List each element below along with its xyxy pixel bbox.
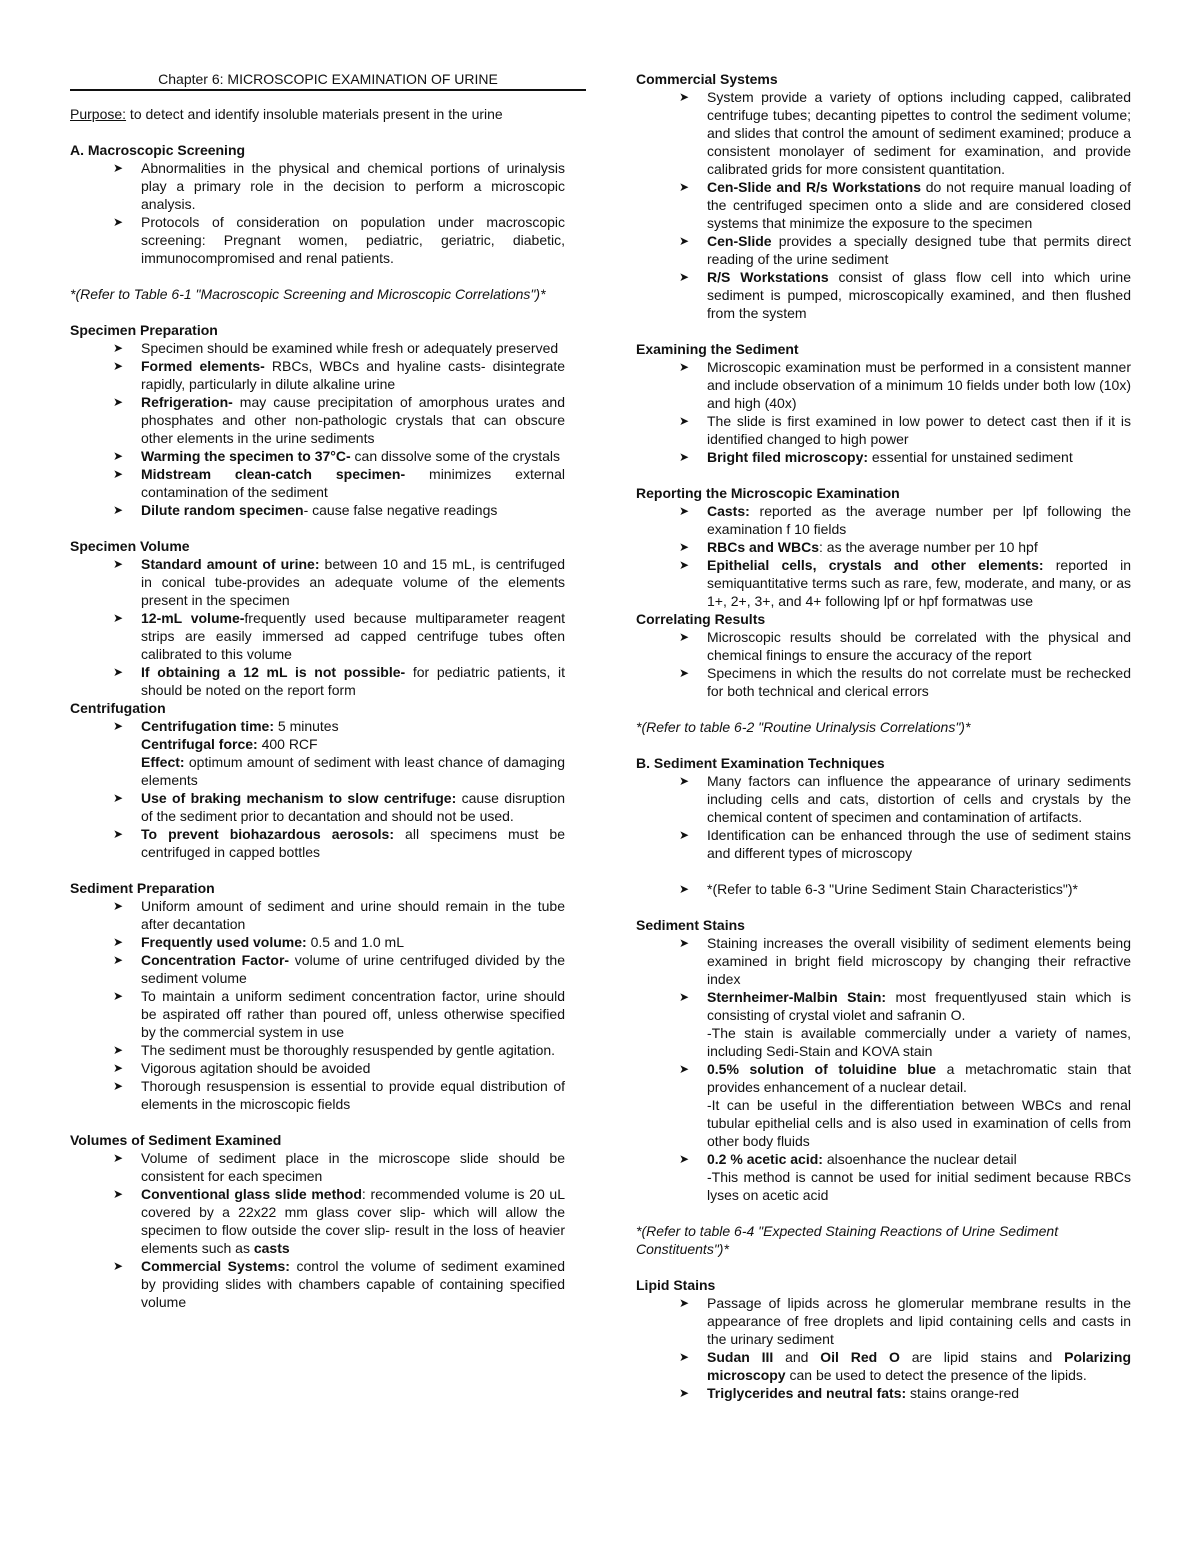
reporting-heading: Reporting the Microscopic Examination (636, 485, 900, 501)
table-reference: *(Refer to table 6-2 "Routine Urinalysis Correlations")* (636, 719, 971, 735)
purpose-label: Purpose: (70, 106, 127, 122)
list-item: ➤ System provide a variety of options including capped, calibrated centrifuge tubes; decanting pipettes to control the sediment volume; and slides that control the amount of sediment examined; produce a consistent monolayer of sediment for examination, and provide calibrated grids for more consistent quantitation. (679, 89, 1131, 177)
arrow-bullet-icon: ➤ (679, 774, 690, 788)
lipid-stains-heading: Lipid Stains (636, 1277, 716, 1293)
arrow-bullet-icon: ➤ (113, 1061, 124, 1075)
arrow-bullet-icon: ➤ (679, 234, 690, 248)
arrow-bullet-icon: ➤ (113, 215, 124, 229)
arrow-bullet-icon: ➤ (679, 504, 690, 518)
arrow-bullet-icon: ➤ (679, 828, 690, 842)
arrow-bullet-icon: ➤ (679, 90, 690, 104)
arrow-bullet-icon: ➤ (113, 161, 124, 175)
arrow-bullet-icon: ➤ (113, 791, 124, 805)
volumes-of-sediment-heading: Volumes of Sediment Examined (70, 1132, 282, 1148)
list-item: ➤ Staining increases the overall visibility of sediment elements being examined in bright field microscopy by changing their refractive index (679, 935, 1131, 987)
arrow-bullet-icon: ➤ (679, 882, 690, 896)
sediment-preparation-heading: Sediment Preparation (70, 880, 215, 896)
arrow-bullet-icon: ➤ (679, 180, 690, 194)
arrow-bullet-icon: ➤ (113, 467, 124, 481)
table-reference-list (636, 880, 1131, 898)
arrow-bullet-icon: ➤ (113, 989, 124, 1003)
centrifugation-list (70, 717, 565, 861)
list-item: ➤ Formed elements- RBCs, WBCs and hyaline casts- disintegrate rapidly, particularly in dilute alkaline urine (113, 358, 566, 392)
sediment-preparation-list (70, 897, 565, 1113)
arrow-bullet-icon: ➤ (113, 827, 124, 841)
list-item: ➤ Sternheimer-Malbin Stain: most frequentlyused stain which is consisting of crystal violet and safranin O. -The stain is available commercially under a variety of names, including Sedi-Stain and KOVA stain (679, 989, 1132, 1059)
list-item: ➤ 12-mL volume-frequently used because multiparameter reagent strips are easily immersed ad capped centrifuge tubes often calibrated to this volume (113, 610, 565, 662)
list-item: ➤ 0.5% solution of toluidine blue a metachromatic stain that provides enhancement of a nuclear detail. -It can be useful in the differentiation between WBCs and renal tubular epithelial cells and is also used in examination of cells from other body fluids (679, 1061, 1131, 1149)
list-item: ➤ Frequently used volume: 0.5 and 1.0 mL (113, 934, 404, 950)
arrow-bullet-icon: ➤ (679, 360, 690, 374)
arrow-bullet-icon: ➤ (679, 666, 690, 680)
list-item: ➤ Passage of lipids across he glomerular membrane results in the appearance of free droplets and lipid containing cells and casts in the urinary sediment (679, 1295, 1131, 1347)
list-item: ➤ 0.2 % acetic acid: alsoenhance the nuclear detail -This method is cannot be used for initial sediment because RBCs lyses on acetic acid (679, 1151, 1131, 1203)
arrow-bullet-icon: ➤ (113, 611, 124, 625)
commercial-systems-list (636, 88, 1131, 322)
list-item: ➤ Standard amount of urine: between 10 and 15 mL, is centrifuged in conical tube-provides an adequate volume of the elements present in the specimen (113, 556, 565, 608)
table-reference: *(Refer to table 6-4 "Expected Staining Reactions of Urine Sediment Constituents")* (636, 1223, 1059, 1257)
list-item: ➤ Vigorous agitation should be avoided (113, 1060, 371, 1076)
correlating-results-list (636, 628, 1131, 700)
macroscopic-list (70, 159, 565, 267)
correlating-results-heading: Correlating Results (636, 611, 766, 627)
list-item: ➤ Specimen should be examined while fresh or adequately preserved (113, 340, 559, 356)
centrifugation-heading: Centrifugation (70, 700, 166, 716)
examining-sediment-heading: Examining the Sediment (636, 341, 799, 357)
list-item: ➤ R/S Workstations consist of glass flow cell into which urine sediment is pumped, microscopically examined, and then flushed from the system (679, 269, 1131, 321)
arrow-bullet-icon: ➤ (679, 936, 690, 950)
list-item: ➤ Dilute random specimen- cause false negative readings (113, 502, 498, 518)
arrow-bullet-icon: ➤ (113, 557, 124, 571)
list-item: ➤ Midstream clean-catch specimen- minimizes external contamination of the sediment (113, 466, 565, 500)
arrow-bullet-icon: ➤ (679, 1296, 690, 1310)
arrow-bullet-icon: ➤ (113, 449, 124, 463)
list-item: ➤ Identification can be enhanced through the use of sediment stains and different types of microscopy (679, 827, 1131, 861)
list-item: ➤ Epithelial cells, crystals and other elements: reported in semiquantitative terms such as rare, few, moderate, and many, or as 1+, 2+, 3+, and 4+ following lpf or hpf formatwas use (679, 557, 1132, 609)
list-item: ➤ Conventional glass slide method: recommended volume is 20 uL covered by a 22x22 mm glass cover slip- which will allow the specimen to flow outside the cover slip- result in the loss of heavier elements such as casts (113, 1186, 566, 1256)
arrow-bullet-icon: ➤ (113, 899, 124, 913)
examining-sediment-list (636, 358, 1131, 466)
arrow-bullet-icon: ➤ (113, 1043, 124, 1057)
arrow-bullet-icon: ➤ (113, 1151, 124, 1165)
list-item: ➤ Abnormalities in the physical and chemical portions of urinalysis play a primary role in the decision to perform a microscopic analysis. (113, 160, 565, 212)
list-item: ➤ Centrifugation time: 5 minutes Centrifugal force: 400 RCF Effect: optimum amount of sediment with least chance of damaging elements (113, 718, 565, 788)
arrow-bullet-icon: ➤ (113, 503, 124, 517)
arrow-bullet-icon: ➤ (679, 990, 690, 1004)
list-item: ➤ If obtaining a 12 mL is not possible- for pediatric patients, it should be noted on the report form (113, 664, 565, 698)
list-item: ➤ Triglycerides and neutral fats: stains orange-red (679, 1385, 1020, 1401)
left-column (70, 70, 565, 1311)
list-item: ➤ Refrigeration- may cause precipitation of amorphous urates and phosphates and other non-pathologic crystals that can obscure other elements in the urine sediments (113, 394, 565, 446)
list-item: ➤ Uniform amount of sediment and urine should remain in the tube after decantation (113, 898, 565, 932)
list-item: ➤ Thorough resuspension is essential to provide equal distribution of elements in the microscopic fields (113, 1078, 565, 1112)
arrow-bullet-icon: ➤ (113, 1187, 124, 1201)
list-item: ➤ Use of braking mechanism to slow centrifuge: cause disruption of the sediment prior to decantation and should not be used. (113, 790, 565, 824)
list-item: ➤ *(Refer to table 6-3 "Urine Sediment Stain Characteristics")* (679, 881, 1078, 897)
table-reference: *(Refer to Table 6-1 "Macroscopic Screening and Microscopic Correlations")* (70, 286, 546, 302)
arrow-bullet-icon: ➤ (113, 1079, 124, 1093)
arrow-bullet-icon: ➤ (113, 341, 124, 355)
list-item: ➤ Concentration Factor- volume of urine centrifuged divided by the sediment volume (113, 952, 566, 986)
arrow-bullet-icon: ➤ (679, 540, 690, 554)
reporting-list (636, 502, 1131, 610)
arrow-bullet-icon: ➤ (113, 359, 124, 373)
specimen-volume-list (70, 555, 565, 699)
list-item: ➤ Many factors can influence the appearance of urinary sediments including cells and cats, distortion of cells and crystals by the chemical content of specimen and contamination of artifacts. (679, 773, 1131, 825)
arrow-bullet-icon: ➤ (679, 1152, 690, 1166)
sediment-techniques-list (636, 772, 1131, 862)
volumes-of-sediment-list (70, 1149, 565, 1311)
sediment-stains-list (636, 934, 1131, 1204)
list-item: ➤ Specimens in which the results do not correlate must be rechecked for both technical and clerical errors (679, 665, 1131, 699)
macroscopic-screening-heading: A. Macroscopic Screening (70, 142, 246, 158)
list-item: ➤ Microscopic examination must be performed in a consistent manner and include observation of a minimum 10 fields under both low (10x) and high (40x) (679, 359, 1131, 411)
arrow-bullet-icon: ➤ (679, 558, 690, 572)
arrow-bullet-icon: ➤ (679, 1350, 690, 1364)
list-item: ➤ Bright filed microscopy: essential for unstained sediment (679, 449, 1073, 465)
sediment-stains-heading: Sediment Stains (636, 917, 745, 933)
list-item: ➤ To prevent biohazardous aerosols: all specimens must be centrifuged in capped bottles (113, 826, 565, 860)
arrow-bullet-icon: ➤ (113, 1259, 124, 1273)
lipid-stains-list (636, 1294, 1131, 1402)
arrow-bullet-icon: ➤ (113, 719, 124, 733)
arrow-bullet-icon: ➤ (679, 1386, 690, 1400)
arrow-bullet-icon: ➤ (679, 414, 690, 428)
list-item: ➤ Cen-Slide and R/s Workstations do not require manual loading of the centrifuged specimen onto a slide and are considered closed systems that minimize the exposure to the specimen (679, 179, 1131, 231)
arrow-bullet-icon: ➤ (679, 1062, 690, 1076)
specimen-volume-heading: Specimen Volume (70, 538, 190, 554)
arrow-bullet-icon: ➤ (113, 935, 124, 949)
list-item: ➤ Casts: reported as the average number per lpf following the examination f 10 fields (679, 503, 1131, 537)
sediment-techniques-heading: B. Sediment Examination Techniques (636, 755, 885, 771)
list-item: ➤ Volume of sediment place in the microscope slide should be consistent for each specimen (113, 1150, 565, 1184)
list-item: ➤ Commercial Systems: control the volume of sediment examined by providing slides with chambers capable of containing specified volume (113, 1258, 566, 1310)
arrow-bullet-icon: ➤ (113, 665, 124, 679)
purpose-line (70, 105, 565, 123)
specimen-preparation-list (70, 339, 565, 519)
list-item: ➤ Cen-Slide provides a specially designed tube that permits direct reading of the urine sediment (679, 233, 1131, 267)
list-item: ➤ To maintain a uniform sediment concentration factor, urine should be aspirated off rather than poured off, unless otherwise specified by the commercial system in use (113, 988, 565, 1040)
list-item: ➤ The slide is first examined in low power to detect cast then if it is identified changed to high power (679, 413, 1131, 447)
list-item: ➤ Warming the specimen to 37°C- can dissolve some of the crystals (113, 448, 560, 464)
list-item: ➤ Sudan III and Oil Red O are lipid stains and Polarizing microscopy can be used to detect the presence of the lipids. (679, 1349, 1132, 1383)
chapter-title: Chapter 6: MICROSCOPIC EXAMINATION OF URINE (70, 70, 586, 91)
list-item: ➤ The sediment must be thoroughly resuspended by gentle agitation. (113, 1042, 556, 1058)
arrow-bullet-icon: ➤ (113, 395, 124, 409)
arrow-bullet-icon: ➤ (679, 450, 690, 464)
right-column (636, 70, 1131, 1402)
commercial-systems-heading: Commercial Systems (636, 71, 778, 87)
list-item: ➤ RBCs and WBCs: as the average number per 10 hpf (679, 539, 1038, 555)
specimen-preparation-heading: Specimen Preparation (70, 322, 218, 338)
arrow-bullet-icon: ➤ (679, 630, 690, 644)
arrow-bullet-icon: ➤ (113, 953, 124, 967)
purpose-text: to detect and identify insoluble materials present in the urine (126, 106, 503, 122)
arrow-bullet-icon: ➤ (679, 270, 690, 284)
list-item: ➤ Microscopic results should be correlated with the physical and chemical finings to ensure the accuracy of the report (679, 629, 1131, 663)
list-item: ➤ Protocols of consideration on population under macroscopic screening: Pregnant women, pediatric, geriatric, diabetic, immunocompromised and renal patients. (113, 214, 565, 266)
